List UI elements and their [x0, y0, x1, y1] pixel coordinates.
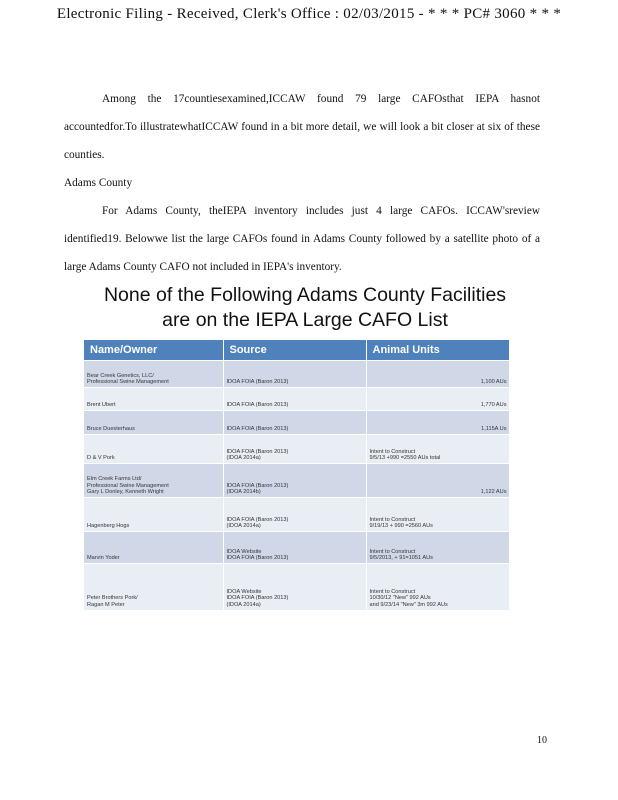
cell-units-line: 1,115A Us — [481, 426, 507, 433]
cell-name-line: Professional Swine Management — [87, 482, 169, 489]
cell-name-line: Peter Brothers Pork/ — [87, 595, 138, 602]
cell-name-line: Professional Swine Management — [87, 379, 169, 386]
cell-source — [223, 388, 366, 411]
cell-name-line: Hagenberg Hogs — [87, 523, 130, 530]
cell-units — [366, 464, 509, 498]
cell-units-line: 1,122 AUs — [480, 489, 507, 496]
cell-name — [84, 564, 223, 610]
cell-source — [223, 411, 366, 435]
cell-units — [366, 532, 509, 564]
cell-source-line: IDOA FOIA (Baron 2013) — [226, 379, 289, 386]
table-row — [84, 532, 509, 564]
cell-name — [84, 498, 223, 532]
table-row — [84, 464, 509, 498]
cell-units-line: Intent to Construct — [369, 588, 416, 595]
cell-units — [366, 498, 509, 532]
table-header-row — [84, 340, 509, 361]
table-row — [84, 435, 509, 464]
cell-units-line: Intent to Construct — [369, 548, 416, 555]
cell-name-line: Bruce Duesterhaus — [87, 426, 135, 433]
cell-name-line: Brent Ubert — [87, 402, 116, 409]
cell-source-line: IDOA FOIA (Baron 2013) — [226, 426, 289, 433]
cell-units-line: Intent to Construct — [369, 448, 416, 455]
cell-units — [366, 361, 509, 388]
slide-title-line-2: are on the IEPA Large CAFO List — [162, 309, 448, 331]
cell-units-line: 9/5/13 +990 =2550 AUs total — [369, 455, 441, 462]
table-row — [84, 361, 509, 388]
col-header-name: Name/Owner — [84, 340, 223, 361]
cell-units-line: Intent to Construct — [369, 516, 416, 523]
cell-units-line: 1,770 AUs — [480, 402, 507, 409]
col-header-source: Source — [223, 340, 366, 361]
table-body — [84, 361, 509, 610]
cell-units-line: 1,100 AUs — [480, 379, 507, 386]
cell-name — [84, 435, 223, 464]
cell-units-line: 10/30/12 "New" 992 AUs — [369, 595, 431, 602]
table-row — [84, 411, 509, 435]
cell-name — [84, 388, 223, 411]
cell-name-line: Elm Creek Farms Ltd/ — [87, 476, 142, 483]
cell-units-line: and 9/23/14 "New" 3m 992 AUs — [369, 601, 448, 608]
cell-name — [84, 464, 223, 498]
body-text — [64, 85, 540, 281]
cell-source-line: IDOA Website — [226, 548, 262, 555]
cell-source — [223, 435, 366, 464]
paragraph-intro: Among the 17countiesexamined,ICCAW found 79 large CAFOsthat IEPA hasnot accountedfor.To illustratewhatICCAW found in a bit more detail, we will look a bit closer at six of these counties. — [64, 93, 540, 161]
cell-source — [223, 464, 366, 498]
cell-name — [84, 411, 223, 435]
table-row — [84, 388, 509, 411]
section-heading: Adams County — [64, 177, 133, 189]
table-row — [84, 564, 509, 610]
cell-source-line: (IDOA 2014a) — [226, 601, 261, 608]
slide-title-line-1: None of the Following Adams County Facilities — [103, 284, 507, 306]
cell-name-line: Bear Creek Genetics, LLC/ — [87, 372, 154, 379]
cell-name-line: Marvin Yoder — [87, 555, 120, 562]
cell-name — [84, 532, 223, 564]
cell-source-line: IDOA FOIA (Baron 2013) — [226, 482, 289, 489]
paragraph-adams: For Adams County, theIEPA inventory includes just 4 large CAFOs. ICCAW'sreview identified19. Belowwe list the large CAFOs found in Adams County followed by a satellite photo of a large Adams County CAFO not included in IEPA's inventory. — [64, 205, 540, 273]
cell-source — [223, 532, 366, 564]
cell-source — [223, 564, 366, 610]
cell-name-line: D & V Pork — [87, 455, 115, 462]
cell-name — [84, 361, 223, 388]
cell-units-line: 9/5/2013, + 91=1051 AUs — [369, 555, 433, 562]
cafo-table — [84, 340, 510, 610]
filing-header: Electronic Filing - Received, Clerk's Office : 02/03/2015 - * * * PC# 3060 * * * — [56, 6, 562, 22]
cell-source-line: IDOA FOIA (Baron 2013) — [226, 595, 289, 602]
cell-units — [366, 388, 509, 411]
cell-source — [223, 361, 366, 388]
col-header-units: Animal Units — [366, 340, 509, 361]
cell-source — [223, 498, 366, 532]
page-number: 10 — [537, 735, 547, 746]
cell-source-line: IDOA Website — [226, 588, 262, 595]
slide-title — [40, 283, 570, 333]
cell-source-line: IDOA FOIA (Baron 2013) — [226, 555, 289, 562]
cell-units-line: 9/19/13 + 990 =2560 AUs — [369, 523, 433, 530]
cell-source-line: (IDOA 2014a) — [226, 455, 261, 462]
cell-source-line: (IDOA 2014b) — [226, 489, 261, 496]
cell-source-line: IDOA FOIA (Baron 2013) — [226, 516, 289, 523]
cell-source-line: IDOA FOIA (Baron 2013) — [226, 448, 289, 455]
table-row — [84, 498, 509, 532]
cell-source-line: (IDOA 2014a) — [226, 523, 261, 530]
cell-name-line: Gary L Donley, Kenneth Wright — [87, 489, 164, 496]
cell-source-line: IDOA FOIA (Baron 2013) — [226, 402, 289, 409]
cell-name-line: Ragan M Peter — [87, 601, 125, 608]
cell-units — [366, 411, 509, 435]
cell-units — [366, 435, 509, 464]
cell-units — [366, 564, 509, 610]
